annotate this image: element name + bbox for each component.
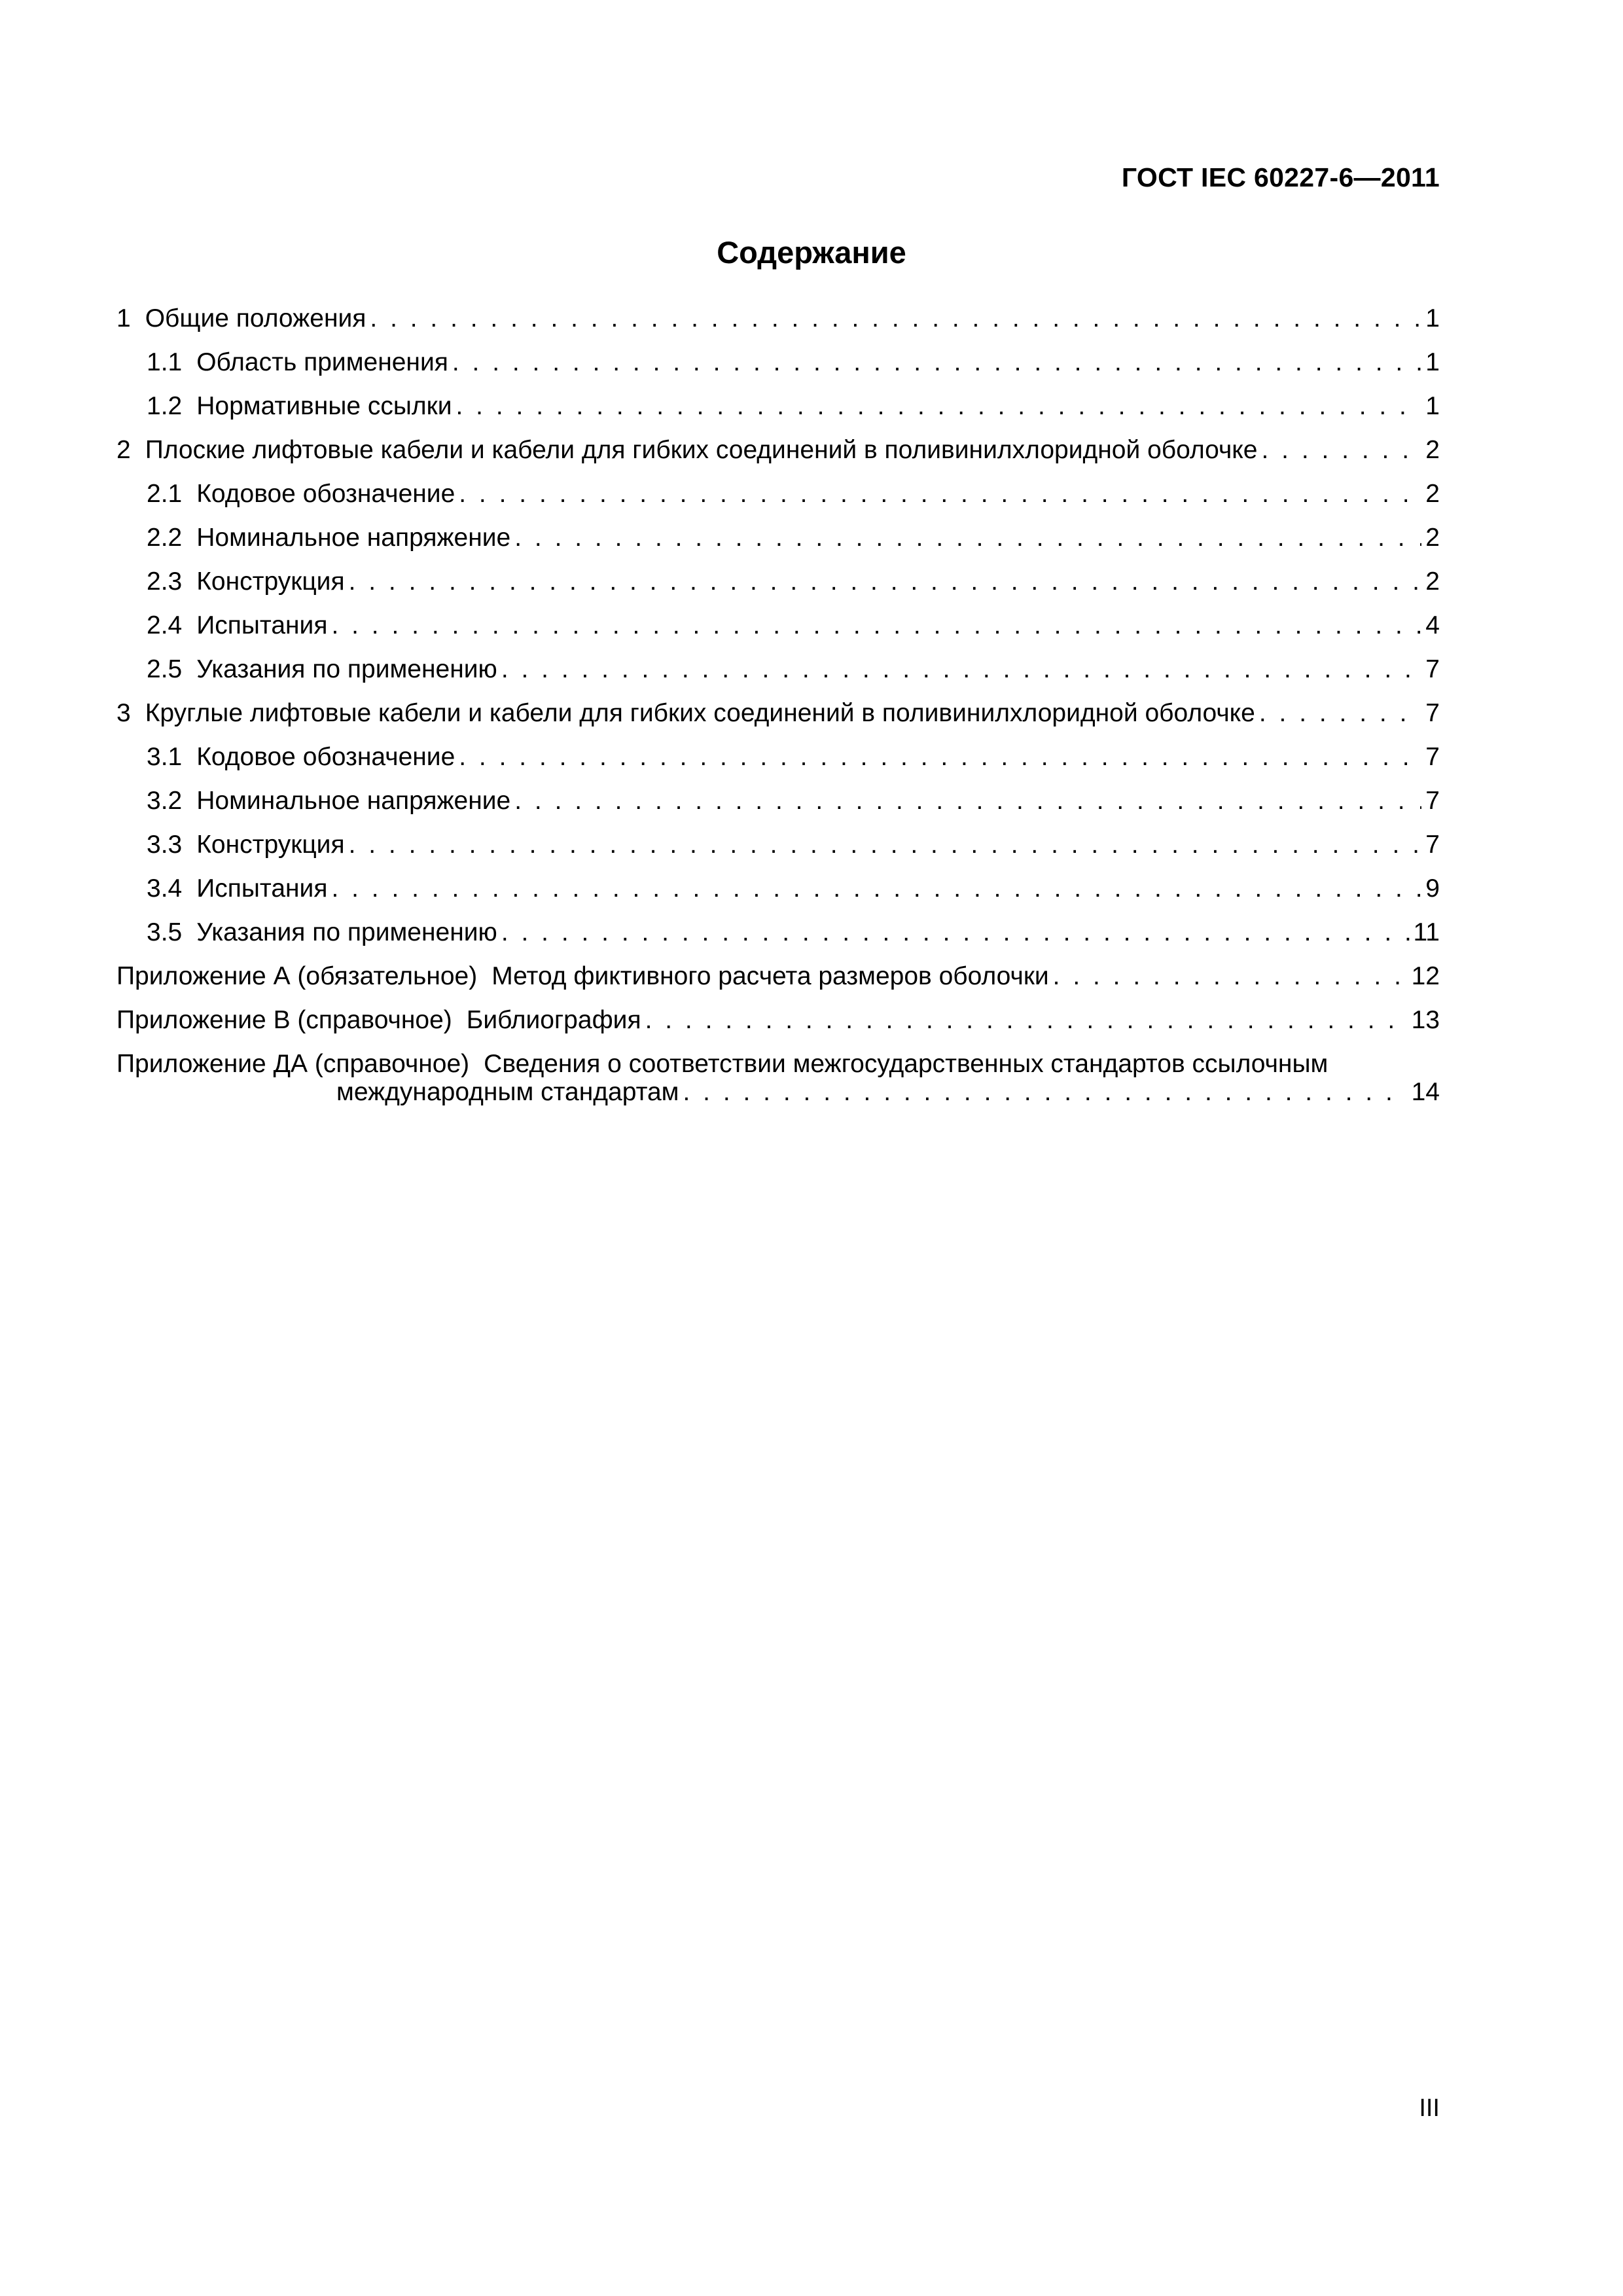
toc-entry-text: Область применения bbox=[196, 348, 448, 376]
toc-entry-page: 12 bbox=[1411, 962, 1440, 990]
toc-entry-text: Нормативные ссылки bbox=[196, 392, 452, 420]
toc-entry-text: Общие положения bbox=[145, 304, 366, 332]
toc-entry-number: 3.3 bbox=[147, 831, 183, 859]
toc-entry-page: 13 bbox=[1411, 1006, 1440, 1034]
toc-entry-number: 2.3 bbox=[147, 567, 183, 596]
toc-entry-text: Конструкция bbox=[196, 567, 345, 596]
appendix-title: Сведения о соответствии межгосударственных стандартов ссылочным bbox=[484, 1050, 1329, 1078]
toc-entry[interactable] bbox=[116, 516, 1440, 560]
toc-entry-number: 2 bbox=[116, 436, 131, 464]
toc-leader bbox=[452, 340, 1421, 384]
toc-entry-number: 1.2 bbox=[147, 392, 183, 420]
toc-leader bbox=[514, 779, 1421, 823]
toc-entry-text: Номинальное напряжение bbox=[196, 524, 511, 552]
toc-entry-text: Кодовое обозначение bbox=[196, 743, 455, 771]
toc-entry-text: Кодовое обозначение bbox=[196, 480, 455, 508]
toc-entry-number: 3.1 bbox=[147, 743, 183, 771]
appendix-label: Приложение В (справочное) bbox=[116, 1006, 452, 1034]
toc-entry[interactable] bbox=[116, 910, 1440, 954]
toc-leader bbox=[331, 603, 1421, 647]
toc-entry-number: 2.2 bbox=[147, 524, 183, 552]
toc-entry[interactable] bbox=[116, 647, 1440, 691]
toc-entry[interactable] bbox=[116, 384, 1440, 428]
toc-leader bbox=[370, 296, 1421, 340]
toc-entry[interactable] bbox=[116, 428, 1440, 472]
toc-entry-number: 2.5 bbox=[147, 655, 183, 683]
appendix-label: Приложение ДА (справочное) bbox=[116, 1050, 470, 1078]
toc-entry-text: Указания по применению bbox=[196, 918, 497, 946]
toc-entry-number: 3 bbox=[116, 699, 131, 727]
toc-entry[interactable] bbox=[116, 867, 1440, 910]
toc-leader bbox=[645, 998, 1408, 1042]
toc-entry-page: 1 bbox=[1425, 304, 1440, 332]
toc-entry-text: Круглые лифтовые кабели и кабели для гибких соединений в поливинилхлоридной оболочке bbox=[145, 699, 1255, 727]
document-id: ГОСТ IEC 60227-6—2011 bbox=[1121, 162, 1440, 192]
toc-leader bbox=[349, 560, 1422, 603]
toc-entry-number: 3.5 bbox=[147, 918, 183, 946]
toc-leader bbox=[456, 384, 1422, 428]
toc-entry[interactable] bbox=[116, 560, 1440, 603]
toc-leader bbox=[683, 1070, 1408, 1114]
table-of-contents bbox=[116, 296, 1440, 1114]
appendix-label: Приложение А (обязательное) bbox=[116, 962, 478, 990]
toc-title: Содержание bbox=[717, 235, 906, 270]
toc-entry[interactable] bbox=[116, 296, 1440, 340]
toc-entry-page: 11 bbox=[1413, 918, 1440, 946]
toc-leader bbox=[501, 910, 1410, 954]
toc-entry-text: Указания по применению bbox=[196, 655, 497, 683]
toc-entry-page: 7 bbox=[1425, 655, 1440, 683]
toc-leader bbox=[459, 472, 1421, 516]
toc-leader bbox=[501, 647, 1421, 691]
toc-entry-text: Конструкция bbox=[196, 831, 345, 859]
toc-leader bbox=[331, 867, 1421, 910]
toc-entry-page: 1 bbox=[1425, 392, 1440, 420]
toc-entry-page: 2 bbox=[1425, 480, 1440, 508]
appendix-title: Метод фиктивного расчета размеров оболочки bbox=[491, 962, 1049, 990]
toc-entry-page: 2 bbox=[1425, 524, 1440, 552]
toc-entry-number: 1.1 bbox=[147, 348, 183, 376]
toc-entry-text: Плоские лифтовые кабели и кабели для гибких соединений в поливинилхлоридной оболочке bbox=[145, 436, 1258, 464]
toc-entry-number: 3.2 bbox=[147, 787, 183, 815]
toc-entry-number: 3.4 bbox=[147, 874, 183, 903]
toc-appendix-entry[interactable] bbox=[116, 998, 1440, 1042]
toc-appendix-entry[interactable] bbox=[116, 954, 1440, 998]
toc-leader bbox=[459, 735, 1421, 779]
toc-entry-page: 9 bbox=[1425, 874, 1440, 903]
page-number: III bbox=[1419, 2094, 1440, 2122]
toc-entry-page: 14 bbox=[1411, 1078, 1440, 1106]
toc-entry-number: 2.4 bbox=[147, 611, 183, 639]
toc-leader bbox=[1262, 428, 1422, 472]
toc-entry-page: 2 bbox=[1425, 436, 1440, 464]
toc-entry-page: 7 bbox=[1425, 699, 1440, 727]
toc-entry-number: 2.1 bbox=[147, 480, 183, 508]
toc-entry-text: Номинальное напряжение bbox=[196, 787, 511, 815]
toc-entry-page: 7 bbox=[1425, 787, 1440, 815]
toc-entry[interactable] bbox=[116, 603, 1440, 647]
toc-leader bbox=[514, 516, 1421, 560]
toc-entry-number: 1 bbox=[116, 304, 131, 332]
toc-entry[interactable] bbox=[116, 735, 1440, 779]
toc-entry[interactable] bbox=[116, 823, 1440, 867]
toc-entry-text: Испытания bbox=[196, 874, 328, 903]
appendix-title: Библиография bbox=[466, 1006, 641, 1034]
toc-entry[interactable] bbox=[116, 691, 1440, 735]
toc-entry[interactable] bbox=[116, 472, 1440, 516]
toc-leader bbox=[1259, 691, 1421, 735]
toc-entry-page: 7 bbox=[1425, 743, 1440, 771]
toc-leader bbox=[1053, 954, 1408, 998]
toc-entry-text: Испытания bbox=[196, 611, 328, 639]
toc-entry[interactable] bbox=[116, 340, 1440, 384]
toc-entry-page: 4 bbox=[1425, 611, 1440, 639]
toc-leader bbox=[349, 823, 1422, 867]
toc-entry-page: 7 bbox=[1425, 831, 1440, 859]
toc-entry-page: 1 bbox=[1425, 348, 1440, 376]
appendix-title-continued: международным стандартам bbox=[336, 1078, 679, 1106]
toc-entry[interactable] bbox=[116, 779, 1440, 823]
toc-entry-page: 2 bbox=[1425, 567, 1440, 596]
